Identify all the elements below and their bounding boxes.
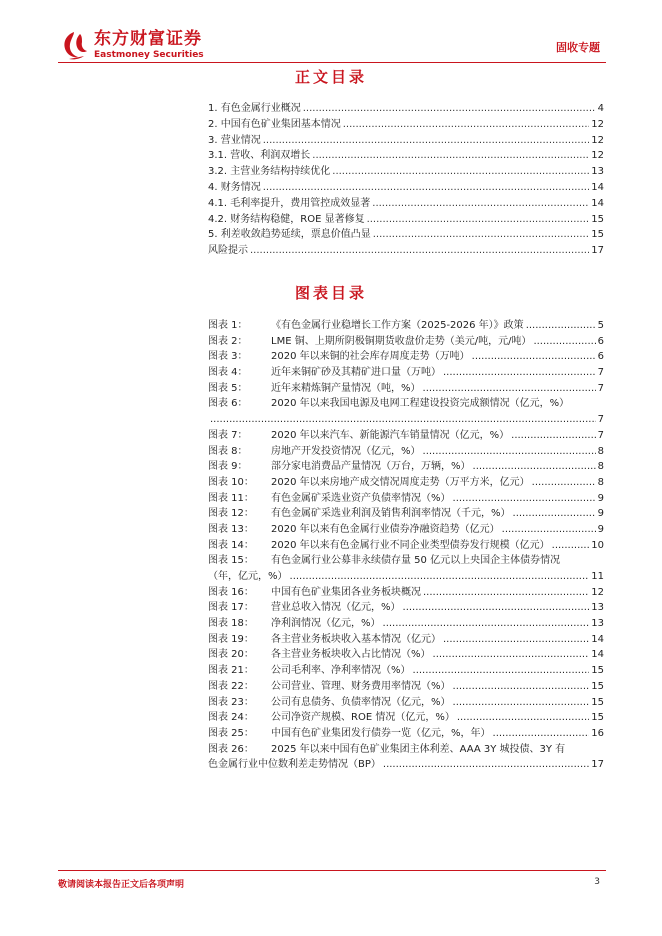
toc-entry-page: 15 — [591, 213, 604, 225]
figures-title: 图表目录 — [294, 284, 367, 302]
dot-leader — [511, 428, 595, 444]
figure-page: 11 — [591, 571, 604, 582]
dot-leader — [303, 101, 596, 117]
dot-leader — [403, 600, 590, 616]
figure-entry[interactable] — [208, 710, 604, 726]
page-header — [0, 0, 662, 74]
toc-entry-label: 4.1. 毛利率提升，费用管控成效显著 — [208, 197, 371, 209]
dot-leader — [372, 196, 589, 212]
figure-page: 8 — [597, 461, 604, 473]
figure-page: 15 — [591, 680, 604, 692]
logo-english-name: Eastmoney Securities — [94, 50, 204, 60]
dot-leader — [332, 164, 589, 180]
figure-number: 图表 24： — [208, 712, 254, 724]
figure-entry[interactable] — [208, 616, 604, 632]
page-number: 3 — [594, 877, 600, 887]
dot-leader — [423, 585, 589, 601]
figure-label: 2020 年以来我国电源及电网工程建设投资完成额情况（亿元，%） — [271, 398, 570, 410]
figure-page: 12 — [591, 586, 604, 598]
figure-label: 公司毛利率、净利率情况（%） — [271, 665, 411, 677]
figure-number: 图表 11： — [208, 492, 254, 504]
figure-entry[interactable] — [208, 381, 604, 397]
figure-label: 房地产开发投资情况（亿元，%） — [271, 445, 421, 457]
dot-leader — [453, 491, 596, 507]
figure-entry[interactable] — [208, 334, 604, 350]
dot-leader — [383, 616, 590, 632]
toc-entry-label: 5. 利差收敛趋势延续，票息价值凸显 — [208, 229, 371, 241]
figure-label-continued: 色金属行业中位数利差走势情况（BP） — [208, 759, 381, 771]
dot-leader — [443, 632, 589, 648]
figure-label: 2020 年以来汽车、新能源汽车销量情况（亿元，%） — [271, 429, 510, 441]
dot-leader — [472, 349, 596, 365]
figure-entry[interactable] — [208, 365, 604, 381]
logo-chinese-name: 东方财富证券 — [94, 29, 202, 49]
figure-label: 2020 年以来有色金属行业债券净融资趋势（亿元） — [271, 523, 500, 535]
dot-leader — [343, 117, 590, 133]
figure-number: 图表 20： — [208, 649, 254, 661]
toc-entry-page: 17 — [591, 245, 604, 257]
toc-entry-page: 12 — [591, 118, 604, 130]
dot-leader — [532, 475, 596, 491]
figure-label: 有色金属矿采选业资产负债率情况（%） — [271, 492, 451, 504]
figure-entry[interactable] — [208, 491, 604, 507]
figure-entry[interactable] — [208, 632, 604, 648]
figure-number: 图表 10： — [208, 476, 254, 488]
toc-entry-label: 4. 财务情况 — [208, 181, 261, 193]
toc-entry[interactable] — [208, 212, 604, 228]
figure-number: 图表 18： — [208, 618, 254, 630]
figure-page: 7 — [597, 382, 604, 394]
dot-leader — [250, 243, 589, 259]
toc-entry[interactable] — [208, 164, 604, 180]
list-of-figures — [208, 318, 604, 773]
toc-entry[interactable] — [208, 227, 604, 243]
dot-leader — [263, 133, 590, 149]
figure-number: 图表 6： — [208, 398, 248, 410]
figure-number: 图表 12： — [208, 508, 254, 520]
figure-entry[interactable] — [208, 647, 604, 663]
figure-page: 6 — [597, 335, 604, 347]
figure-label: 公司有息债务、负债率情况（亿元，%） — [271, 696, 451, 708]
dot-leader — [423, 444, 596, 460]
figure-entry[interactable] — [208, 663, 604, 679]
figure-number: 图表 17： — [208, 602, 254, 614]
toc-entry-label: 3.2. 主营业务结构持续优化 — [208, 166, 331, 178]
figure-entry[interactable] — [208, 459, 604, 475]
figure-page: 10 — [591, 539, 604, 551]
report-type-label: 固收专题 — [556, 41, 600, 54]
figure-label: 2020 年以来房地产成交情况周度走势（万平方米，亿元） — [271, 476, 530, 488]
toc-entry[interactable] — [208, 180, 604, 196]
dot-leader — [413, 663, 590, 679]
figure-page: 6 — [597, 351, 604, 363]
figure-entry[interactable] — [208, 695, 604, 711]
figure-page: 13 — [591, 602, 604, 614]
toc-entry-page: 15 — [591, 229, 604, 241]
figure-number: 图表 1： — [208, 320, 248, 331]
figure-page: 8 — [597, 476, 604, 488]
figure-number: 图表 4： — [208, 367, 248, 379]
figure-entry[interactable] — [208, 538, 604, 554]
figure-page: 9 — [597, 508, 604, 520]
figure-label: LME 铜、上期所阴极铜期货收盘价走势（美元/吨，元/吨） — [271, 335, 532, 347]
figure-number: 图表 5： — [208, 382, 248, 394]
figure-label: 营业总收入情况（亿元，%） — [271, 602, 401, 614]
figure-entry[interactable] — [208, 349, 604, 365]
toc-entry-page: 14 — [591, 197, 604, 209]
figure-number: 图表 2： — [208, 335, 248, 347]
dot-leader — [457, 710, 589, 726]
figure-entry[interactable] — [208, 585, 604, 601]
figure-entry[interactable] — [208, 506, 604, 522]
figure-entry[interactable] — [208, 318, 604, 334]
figure-page: 8 — [597, 445, 604, 457]
figure-entry[interactable] — [208, 522, 604, 538]
dot-leader — [373, 227, 590, 243]
figure-label: 近年来铜矿砂及其精矿进口量（万吨） — [271, 367, 441, 379]
toc-entry-page: 12 — [591, 150, 604, 162]
toc-entry-page: 4 — [597, 103, 604, 114]
toc-title: 正文目录 — [294, 68, 367, 86]
figure-page: 15 — [591, 712, 604, 724]
toc-entry[interactable] — [208, 117, 604, 133]
figure-page: 9 — [597, 523, 604, 535]
toc-entry-label: 1. 有色金属行业概况 — [208, 103, 301, 114]
toc-entry[interactable] — [208, 196, 604, 212]
dot-leader — [210, 412, 596, 428]
header-divider — [58, 62, 606, 63]
figure-entry[interactable] — [208, 742, 604, 773]
toc-entry-label: 2. 中国有色矿业集团基本情况 — [208, 118, 341, 130]
figure-entry[interactable] — [208, 679, 604, 695]
figure-label: 各主营业务板块收入基本情况（亿元） — [271, 633, 441, 645]
figure-entry[interactable] — [208, 726, 604, 742]
footer-disclaimer: 敬请阅读本报告正文后各项声明 — [58, 880, 185, 890]
figure-page: 7 — [597, 414, 604, 426]
figure-page: 7 — [597, 367, 604, 379]
figure-number: 图表 16： — [208, 586, 254, 598]
table-of-contents — [208, 101, 604, 259]
figure-number: 图表 25： — [208, 727, 254, 739]
figure-label: 中国有色矿业集团发行债券一览（亿元，%，年） — [271, 727, 491, 739]
toc-entry[interactable] — [208, 243, 604, 259]
figure-label: 公司净资产规模、ROE 情况（亿元，%） — [271, 712, 455, 724]
dot-leader — [263, 180, 590, 196]
figure-page: 7 — [597, 429, 604, 441]
figure-entry[interactable] — [208, 553, 604, 584]
toc-entry-label: 风险提示 — [208, 245, 248, 257]
toc-entry-label: 3. 营业情况 — [208, 134, 261, 146]
figure-number: 图表 14： — [208, 539, 254, 551]
figure-label: 部分家电消费品产量情况（万台，万辆，%） — [271, 461, 471, 473]
dot-leader — [433, 647, 590, 663]
figure-label: 2025 年以来中国有色矿业集团主体利差、AAA 3Y 城投债、3Y 有 — [271, 743, 566, 755]
dot-leader — [443, 365, 596, 381]
figure-label: 中国有色矿业集团各业务板块概况 — [271, 586, 421, 598]
figure-entry[interactable] — [208, 428, 604, 444]
dot-leader — [493, 726, 590, 742]
figure-page: 17 — [591, 759, 604, 771]
figure-entry[interactable] — [208, 444, 604, 460]
figure-label: 各主营业务板块收入占比情况（%） — [271, 649, 431, 661]
figure-label: 公司营业、管理、财务费用率情况（%） — [271, 680, 451, 692]
figure-label: 近年来精炼铜产量情况（吨，%） — [271, 382, 421, 394]
figure-number: 图表 19： — [208, 633, 254, 645]
toc-entry[interactable] — [208, 101, 604, 117]
dot-leader — [423, 381, 596, 397]
dot-leader — [453, 679, 590, 695]
toc-entry[interactable] — [208, 148, 604, 164]
figure-number: 图表 8： — [208, 445, 248, 457]
toc-entry[interactable] — [208, 133, 604, 149]
figure-number: 图表 23： — [208, 696, 254, 708]
toc-entry-page: 12 — [591, 134, 604, 146]
dot-leader — [502, 522, 596, 538]
figure-page: 13 — [591, 618, 604, 630]
figure-number: 图表 21： — [208, 665, 254, 677]
figure-number: 图表 22： — [208, 680, 254, 692]
figure-label: 2020 年以来铜的社会库存周度走势（万吨） — [271, 351, 470, 363]
figure-page: 15 — [591, 665, 604, 677]
figure-label: 2020 年以来有色金属行业不同企业类型债券发行规模（亿元） — [271, 539, 550, 551]
dot-leader — [552, 538, 590, 554]
figure-number: 图表 9： — [208, 461, 248, 473]
dot-leader — [383, 757, 589, 773]
figure-entry[interactable] — [208, 396, 604, 427]
figure-entry[interactable] — [208, 600, 604, 616]
dot-leader — [513, 506, 596, 522]
figure-number: 图表 7： — [208, 429, 248, 441]
figure-page: 14 — [591, 649, 604, 661]
figure-page: 14 — [591, 633, 604, 645]
toc-entry-page: 14 — [591, 181, 604, 193]
dot-leader — [533, 334, 595, 350]
eastmoney-logo-icon — [60, 29, 90, 61]
footer-divider — [58, 870, 606, 871]
figure-number: 图表 26： — [208, 743, 254, 755]
figure-number: 图表 13： — [208, 523, 254, 535]
figure-label: 净利润情况（亿元，%） — [271, 618, 381, 630]
dot-leader — [473, 459, 596, 475]
figure-label: 有色金属行业公募非永续债存量 50 亿元以上央国企主体债券情况 — [271, 555, 561, 567]
dot-leader — [290, 569, 590, 585]
figure-label: 《有色金属行业稳增长工作方案（2025-2026 年）》政策 — [271, 320, 524, 331]
figure-page: 9 — [597, 492, 604, 504]
figure-entry[interactable] — [208, 475, 604, 491]
figure-page: 5 — [597, 320, 604, 331]
dot-leader — [312, 148, 589, 164]
toc-entry-label: 4.2. 财务结构稳健，ROE 显著修复 — [208, 213, 365, 225]
figure-number: 图表 3： — [208, 351, 248, 363]
dot-leader — [367, 212, 590, 228]
toc-entry-page: 13 — [591, 166, 604, 178]
figure-label-continued: （年，亿元，%） — [208, 571, 288, 582]
dot-leader — [526, 318, 596, 334]
figure-page: 16 — [591, 727, 604, 739]
figure-label: 有色金属矿采选业利润及销售利润率情况（千元，%） — [271, 508, 511, 520]
company-logo — [60, 29, 204, 65]
figure-page: 15 — [591, 696, 604, 708]
figure-number: 图表 15： — [208, 555, 254, 567]
toc-entry-label: 3.1. 营收、利润双增长 — [208, 150, 311, 162]
dot-leader — [453, 695, 590, 711]
